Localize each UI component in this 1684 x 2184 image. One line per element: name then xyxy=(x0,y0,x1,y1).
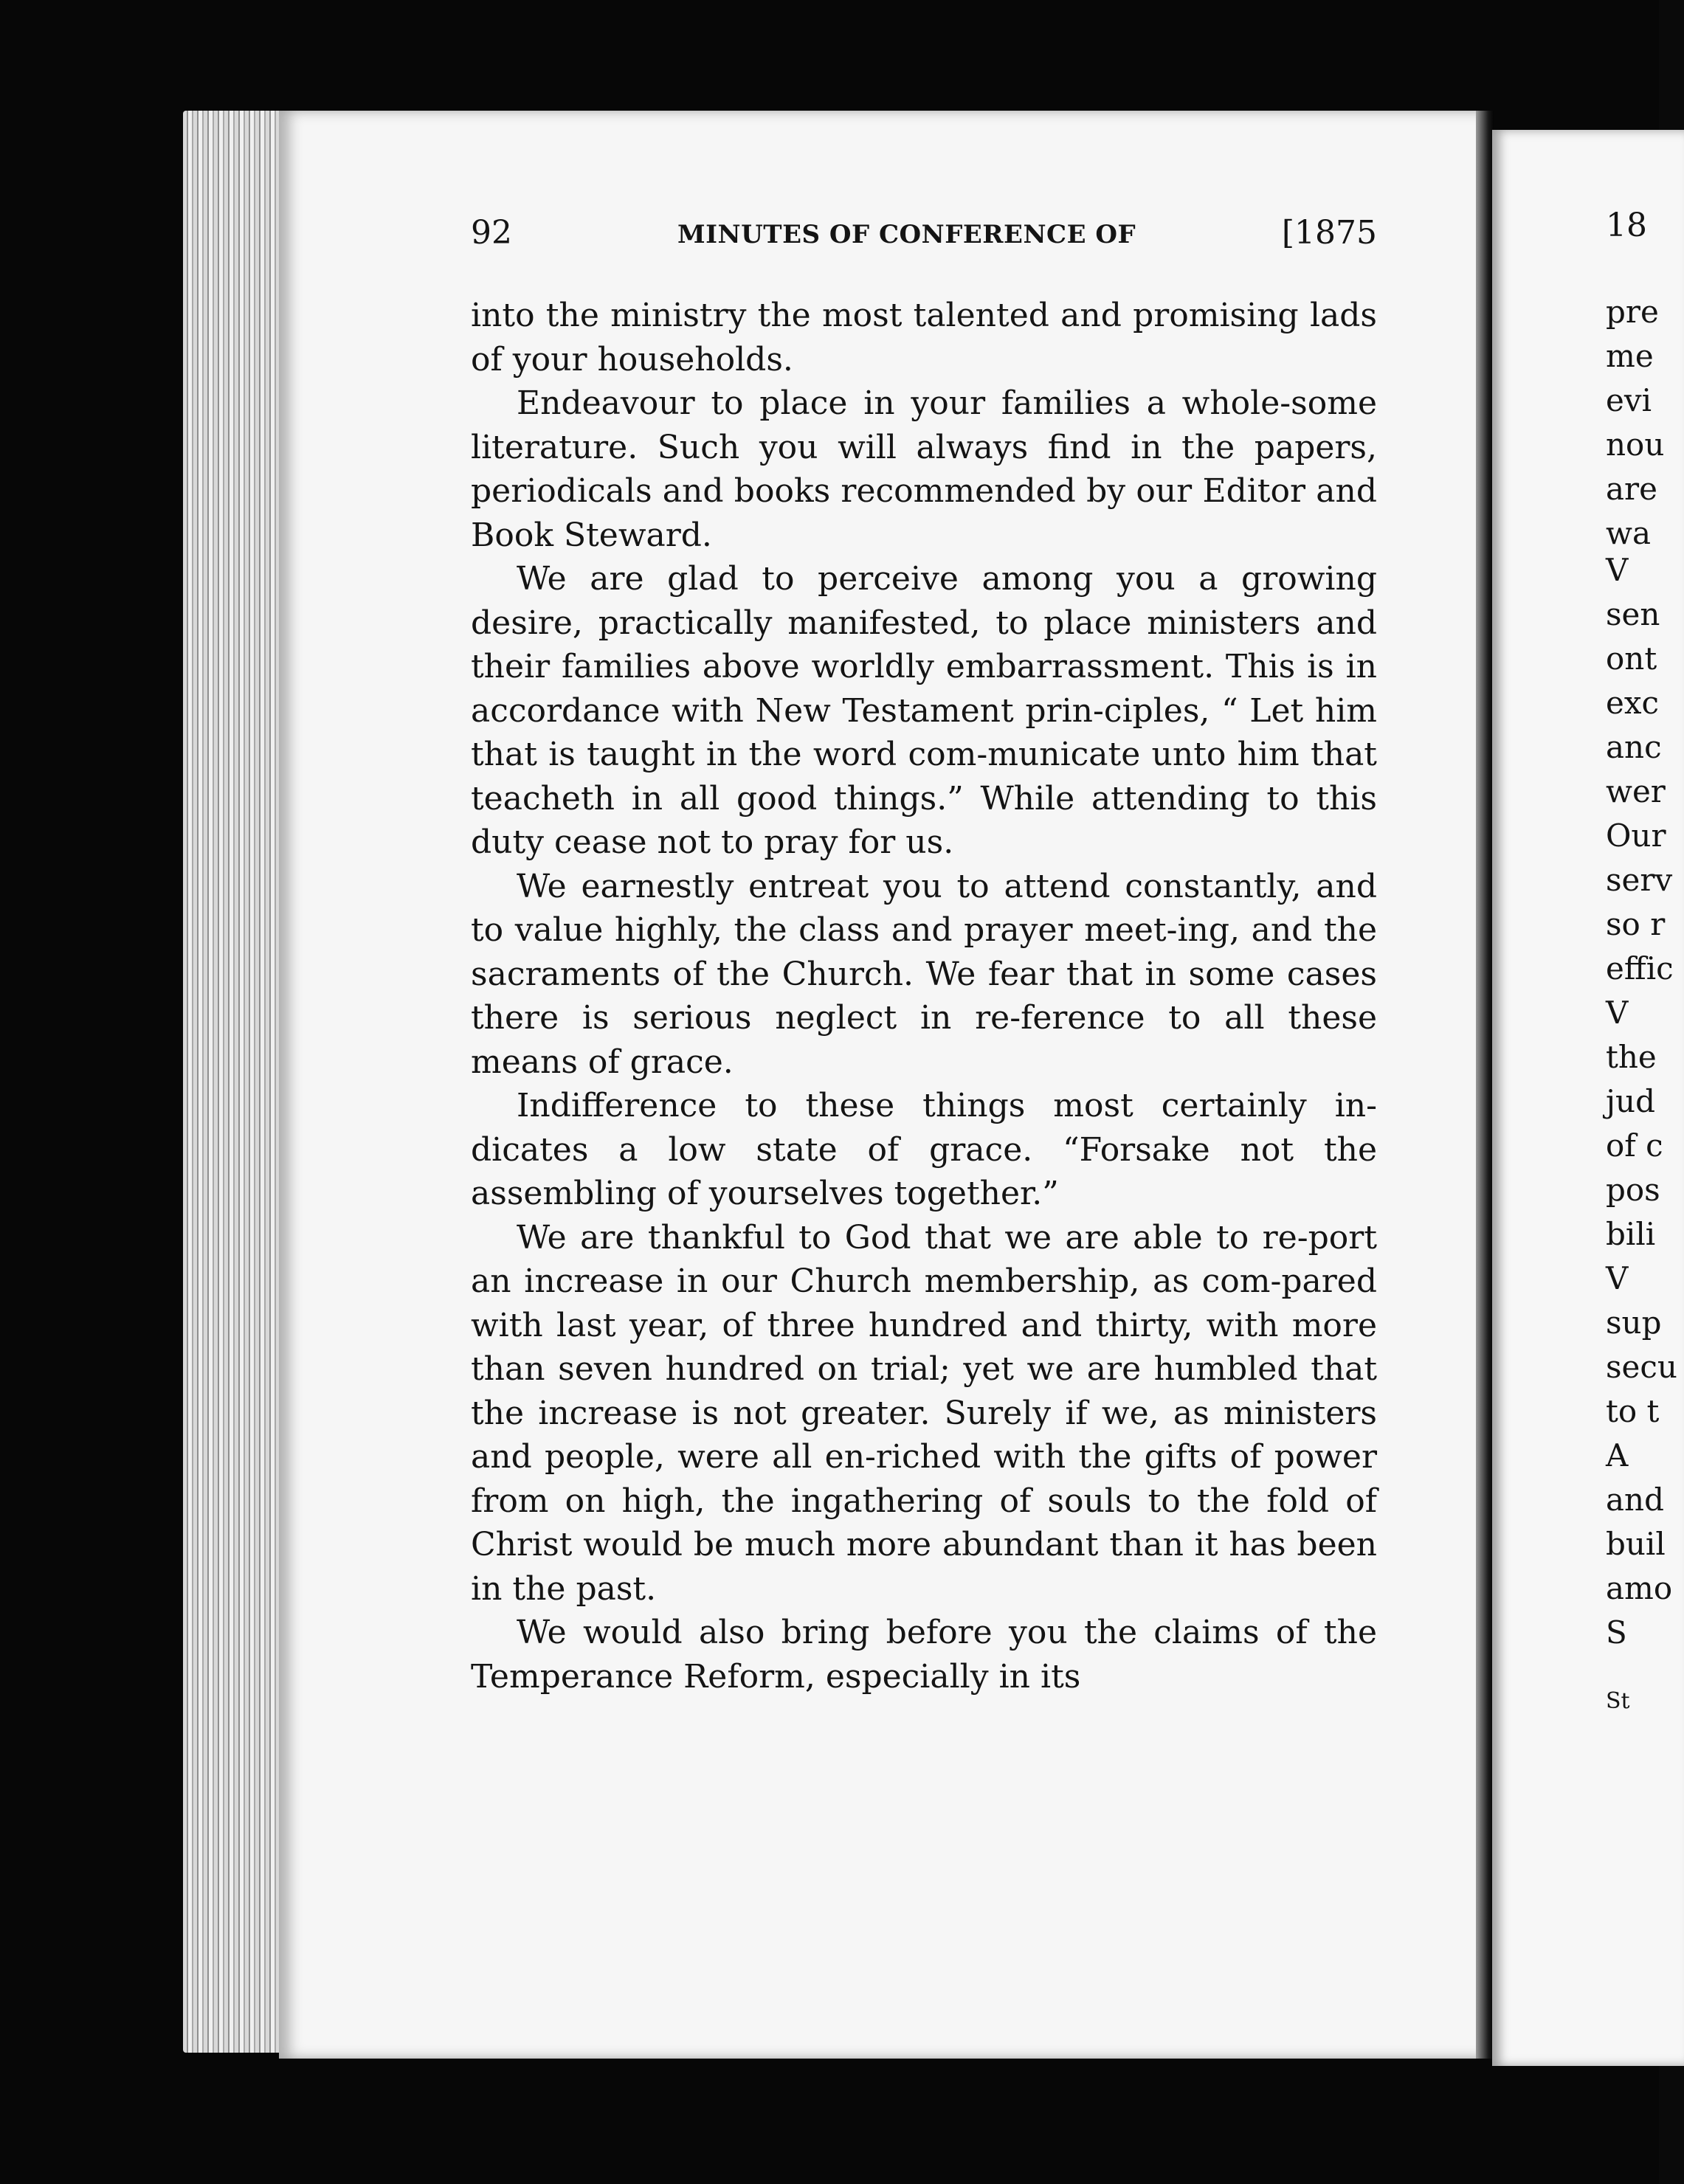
right-page-line-fragment: me xyxy=(1606,338,1654,374)
paragraph: Indifference to these things most certainly in-dicates a low state of grace. “Forsake not the assembling of yourselves together.” xyxy=(471,1087,1377,1212)
right-page-line-fragment: secu xyxy=(1606,1349,1677,1385)
right-page-line-fragment: V xyxy=(1606,552,1629,588)
running-year: [1875 xyxy=(1281,214,1377,252)
book-gutter xyxy=(1476,111,1494,2059)
running-head xyxy=(471,214,1377,261)
paragraph: Endeavour to place in your families a whole-some literature. Such you will always find in the papers, periodicals and books recommended by our Editor and Book Steward. xyxy=(471,384,1377,554)
paragraph: into the ministry the most talented and promising lads of your households. xyxy=(471,297,1377,379)
right-page-line-fragment: sup xyxy=(1606,1304,1662,1341)
right-page-line-fragment: evi xyxy=(1606,382,1652,418)
right-page-line-fragment: A xyxy=(1606,1437,1629,1473)
right-page-line-fragment: St xyxy=(1606,1688,1630,1714)
right-page-line-fragment: ont xyxy=(1606,640,1657,677)
left-page-text-column xyxy=(471,214,1377,1699)
right-page-line-fragment: the xyxy=(1606,1039,1657,1075)
right-page-line-fragment: wer xyxy=(1606,773,1666,809)
right-page-line-fragment: amo xyxy=(1606,1570,1673,1606)
right-page-line-fragment: V xyxy=(1606,1260,1629,1296)
right-page-line-fragment: Our xyxy=(1606,818,1666,854)
right-page-line-fragment: anc xyxy=(1606,729,1662,765)
right-page-line-fragment: nou xyxy=(1606,426,1665,463)
right-page-line-fragment: to t xyxy=(1606,1393,1660,1429)
right-page-line-fragment: pos xyxy=(1606,1172,1660,1208)
right-page-line-fragment: and xyxy=(1606,1482,1664,1518)
right-page-line-fragment: exc xyxy=(1606,685,1660,721)
running-title: MINUTES OF CONFERENCE OF xyxy=(677,220,1136,249)
paragraph: We earnestly entreat you to attend constantly, and to value highly, the class and prayer meet-ing, and the sacraments of the Church. We fear that in some cases there is serious neglect in re-ference to all these means of grace. xyxy=(471,867,1377,1081)
right-page-line-fragment: S xyxy=(1606,1614,1627,1651)
page-block-edges xyxy=(183,111,292,2053)
page-number: 92 xyxy=(471,214,512,252)
right-page-line-fragment: bili xyxy=(1606,1216,1656,1252)
right-page-number-fragment: 18 xyxy=(1606,207,1647,244)
right-page-line-fragment: so r xyxy=(1606,906,1666,942)
right-page-line-fragment: pre xyxy=(1606,294,1659,330)
right-page-line-fragment: sen xyxy=(1606,596,1660,632)
right-page-line-fragment: wa xyxy=(1606,515,1651,551)
paragraph: We are glad to perceive among you a growing desire, practically manifested, to place ministers and their families above worldly embarrassment. This is in accordance with New Testament prin-ciples, “ Let him that is taught in the word com-municate unto him that teacheth in all good things.” While attending to this duty cease not to pray for us. xyxy=(471,560,1377,861)
right-page-line-fragment: of c xyxy=(1606,1127,1663,1164)
paragraph: We are thankful to God that we are able to re-port an increase in our Church membership, as com-pared with last year, of three hundred and thirty, with more than seven hundred on trial; yet we are humbled that the increase is not greater. Surely if we, as ministers and people, were all en-riched with the gifts of power from on high, the ingathering of souls to the fold of Christ would be much more abundant than it has been in the past. xyxy=(471,1218,1377,1608)
right-page-line-fragment: effic xyxy=(1606,950,1674,986)
paragraph: We would also bring before you the claims of the Temperance Reform, especially in its xyxy=(471,1614,1377,1696)
right-page-line-fragment: buil xyxy=(1606,1526,1666,1562)
right-page-line-fragment: are xyxy=(1606,471,1657,507)
right-page-line-fragment: jud xyxy=(1606,1083,1655,1119)
right-page xyxy=(1492,130,1684,2066)
right-page-line-fragment: V xyxy=(1606,995,1629,1031)
right-page-line-fragment: serv xyxy=(1606,862,1673,898)
